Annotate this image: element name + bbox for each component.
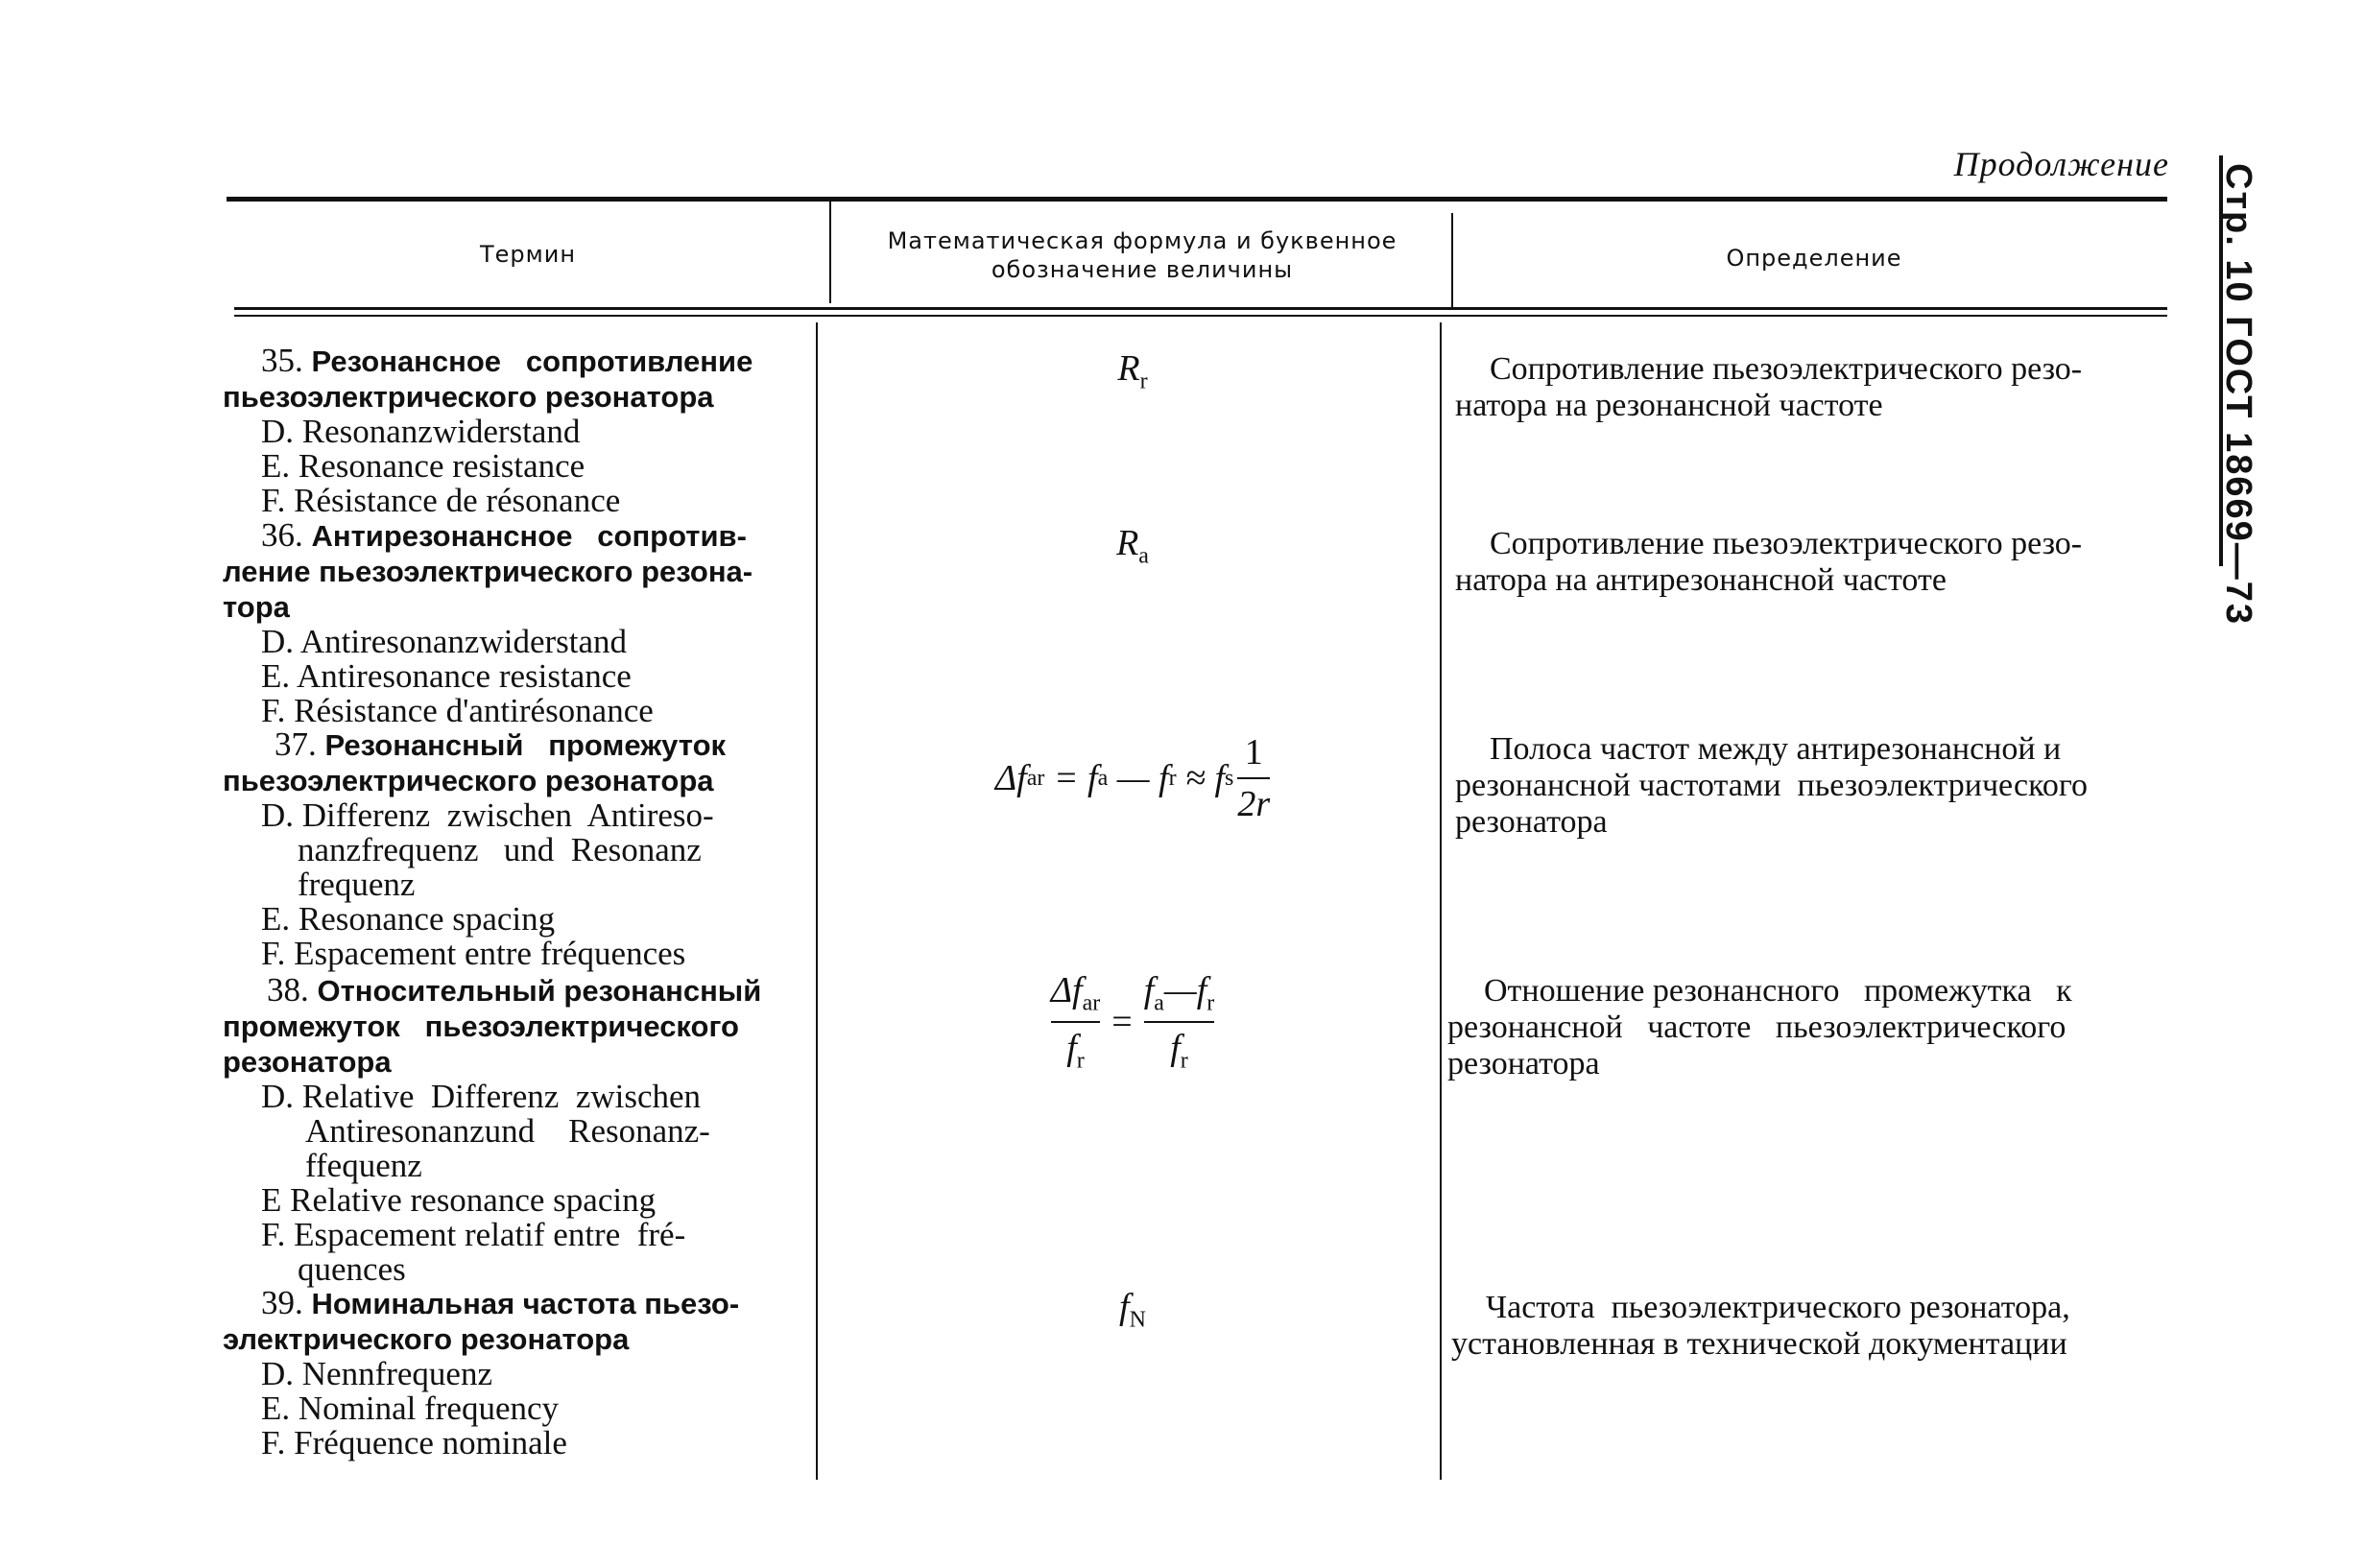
header-formula [835,226,1449,284]
fraction-denominator: 2r [1237,784,1271,824]
formula-fraction [1051,969,1101,1074]
header-formula-line1: Математическая формула и буквенное [887,227,1398,254]
formula-subscript: s [1225,765,1234,791]
term-en: E. Resonance spacing [261,900,556,938]
term-number: 39. [261,1284,303,1321]
table-top-rule [227,197,2167,202]
definition-36 [1455,526,2171,599]
definition-line: установленная в технической документации [1451,1326,2067,1362]
formula-part: ≈ f [1176,758,1226,798]
formula-subscript: N [1129,1307,1146,1333]
definition-line: резонатора [1447,1046,1600,1081]
term-title: электрического резонатора [223,1322,630,1356]
term-39 [223,1286,789,1461]
formula-subscript: r [1139,368,1148,394]
column-divider [1440,322,1442,1480]
formula-subscript: r [1076,1048,1085,1074]
term-fr: F. Résistance de résonance [261,482,621,519]
formula-35 [825,347,1440,395]
term-37 [223,727,789,971]
term-fr: F. Fréquence nominale [261,1424,567,1461]
term-de: D. Relative Differenz zwischen [261,1078,702,1115]
term-number: 38. [267,971,309,1009]
formula-39 [825,1286,1440,1334]
header-bottom-rule-2 [234,315,2167,317]
term-number: 35. [261,342,303,379]
formula-38 [825,969,1440,1074]
formula-37 [825,731,1440,825]
definition-38 [1447,973,2171,1082]
definition-37 [1455,731,2171,841]
term-de-cont: nanzfrequenz und Resonanz [298,831,702,868]
formula-subscript: ar [1026,765,1045,791]
formula-part: —f [1163,970,1207,1010]
fraction-bar [1237,777,1270,779]
definition-39 [1451,1290,2171,1363]
definition-line: натора на резонансной частоте [1455,388,1883,423]
term-de-cont: frequenz [298,866,416,903]
term-de-cont: ffequenz [305,1147,422,1184]
formula-36 [825,522,1440,570]
term-title: Номинальная частота пьезо- [311,1287,740,1320]
formula-subscript: a [1154,990,1164,1016]
definition-line: натора на антирезонансной частоте [1455,562,1947,598]
formula-equals: = [1111,1001,1133,1042]
term-de: D. Differenz zwischen Antireso- [261,796,714,834]
term-title: Резонансное сопротивление [311,344,753,378]
formula-symbol: R [1117,348,1140,389]
term-title-line [223,518,789,554]
fraction-denominator [1170,1027,1188,1075]
definition-line: Частота пьезоэлектрического резонатора, [1486,1290,2070,1325]
fraction-numerator [1144,969,1215,1017]
term-title-line [223,379,789,415]
side-page-header: Стр. 10 ГОСТ 18669—73 [2218,163,2258,627]
header-formula-line2: обозначение величины [991,256,1294,283]
fraction-bar [1051,1021,1101,1023]
formula-subscript: a [1138,543,1149,569]
term-de: D. Nennfrequenz [261,1355,493,1392]
fraction-numerator: 1 [1244,732,1263,772]
definition-line: резонансной частоте пьезоэлектрического [1447,1010,2066,1045]
definition-line: резонатора [1455,804,1608,840]
fraction-denominator [1066,1027,1085,1075]
term-title: Резонансный промежуток [324,728,727,762]
formula-part: Δf [1050,970,1083,1010]
column-divider [816,322,818,1480]
continuation-label: Продолжение [1953,145,2169,183]
fraction-numerator [1051,969,1101,1017]
term-title-line [223,1286,789,1321]
header-term: Термин [479,241,577,268]
definition-line: Сопротивление пьезоэлектрического резо- [1490,526,2083,561]
term-38 [223,973,789,1287]
term-de: D. Resonanzwiderstand [261,413,581,450]
definition-line: Сопротивление пьезоэлектрического резо- [1490,351,2083,387]
term-title: пьезоэлектрического резонатора [223,380,714,414]
definition-35 [1455,351,2171,424]
term-title: пьезоэлектрического резонатора [223,764,714,797]
term-fr: F. Espacement relatif entre fré- [261,1216,686,1253]
header-bottom-rule [234,307,2167,310]
definition-line: Отношение резонансного промежутка к [1484,973,2072,1009]
formula-subscript: a [1097,765,1109,791]
term-title: Относительный резонансный [317,974,762,1008]
formula-symbol: f [1119,1287,1130,1327]
term-number: 37. [275,725,317,763]
formula-subscript: r [1180,1048,1188,1074]
term-35 [223,344,789,518]
term-title-line [223,727,789,763]
formula-part: f [1143,970,1155,1010]
term-de: D. Antiresonanzwiderstand [261,623,628,660]
term-title-line [223,973,789,1009]
formula-subscript: ar [1082,990,1101,1016]
term-36 [223,518,789,728]
formula-part: — f [1108,758,1169,798]
term-fr: F. Résistance d'antirésonance [261,692,654,729]
fraction-bar [1144,1021,1215,1023]
formula-subscript: r [1168,765,1177,791]
formula-symbol: R [1116,523,1139,563]
term-number: 36. [261,516,303,554]
term-en: E. Resonance resistance [261,447,585,485]
term-title-line [223,344,789,379]
column-divider [1451,213,1453,307]
header-definition: Определение [1726,245,1902,272]
term-fr: F. Espacement entre fréquences [261,935,686,972]
formula-fraction [1144,969,1215,1074]
formula-part: = f [1044,758,1098,798]
formula-subscript: r [1206,990,1215,1016]
term-title: тора [223,590,290,624]
definition-line: Полоса частот между антирезонансной и [1490,731,2062,767]
formula-part: Δf [994,758,1027,798]
term-en: E. Nominal frequency [261,1390,560,1427]
term-en: E Relative resonance spacing [261,1181,657,1219]
term-title: ление пьезоэлектрического резона- [223,555,753,588]
term-de-cont: Antiresonanzund Resonanz- [305,1112,710,1150]
definition-line: резонансной частотами пьезоэлектрического [1455,768,2088,803]
term-fr-cont: quences [298,1250,406,1288]
column-divider [829,200,831,303]
term-title: промежуток пьезоэлектрического [223,1010,739,1043]
term-en: E. Antiresonance resistance [261,657,632,695]
term-title: резонатора [223,1045,392,1079]
formula-fraction [1237,731,1270,825]
term-title: Антирезонансное сопротив- [311,519,747,553]
formula-part: f [1170,1027,1181,1068]
formula-part: f [1066,1027,1077,1068]
